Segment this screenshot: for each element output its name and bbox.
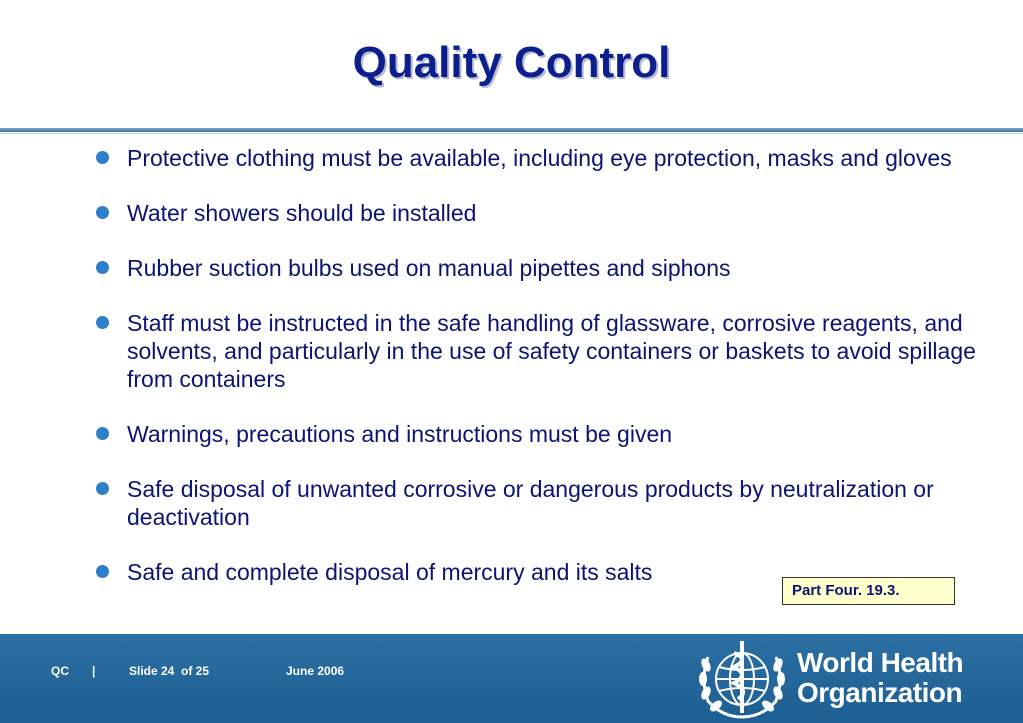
bullet-item bbox=[96, 475, 976, 531]
bullet-text: Safe disposal of unwanted corrosive or dangerous products by neutralization or deactivation bbox=[127, 476, 934, 530]
bullet-item bbox=[96, 199, 976, 227]
bullet-dot-icon bbox=[96, 261, 109, 274]
who-name-line2: Organization bbox=[797, 677, 963, 708]
title-divider-thin bbox=[0, 133, 1023, 134]
footer-slide-number: Slide 24 of 25 bbox=[129, 664, 210, 678]
bullet-item bbox=[96, 254, 976, 282]
who-name-line1: World Health bbox=[797, 647, 964, 678]
footer-section: QC bbox=[51, 664, 69, 678]
reference-label: Part Four. 19.3. bbox=[782, 577, 955, 605]
slide-title: Quality Control bbox=[352, 38, 671, 87]
who-emblem-icon bbox=[694, 637, 790, 721]
bullet-dot-icon bbox=[96, 316, 109, 329]
bullet-dot-icon bbox=[96, 206, 109, 219]
bullet-text: Staff must be instructed in the safe handling of glassware, corrosive reagents, and solvents, and particularly in the use of safety containers or baskets to avoid spillage from containers bbox=[127, 310, 976, 392]
bullet-text: Water showers should be installed bbox=[127, 200, 477, 226]
slide-footer bbox=[0, 634, 1023, 723]
bullet-item bbox=[96, 144, 976, 172]
bullet-dot-icon bbox=[96, 565, 109, 578]
footer-separator: | bbox=[92, 664, 96, 678]
bullet-dot-icon bbox=[96, 482, 109, 495]
bullet-item bbox=[96, 309, 976, 393]
bullet-text: Warnings, precautions and instructions must be given bbox=[127, 421, 673, 447]
bullet-text: Safe and complete disposal of mercury and its salts bbox=[127, 559, 653, 585]
bullet-list bbox=[96, 144, 976, 613]
who-org-name bbox=[797, 648, 963, 708]
bullet-dot-icon bbox=[96, 151, 109, 164]
bullet-text: Protective clothing must be available, including eye protection, masks and gloves bbox=[127, 145, 952, 171]
bullet-item bbox=[96, 420, 976, 448]
footer-date: June 2006 bbox=[286, 664, 345, 678]
bullet-text: Rubber suction bulbs used on manual pipettes and siphons bbox=[127, 255, 731, 281]
title-divider bbox=[0, 128, 1023, 132]
bullet-dot-icon bbox=[96, 427, 109, 440]
